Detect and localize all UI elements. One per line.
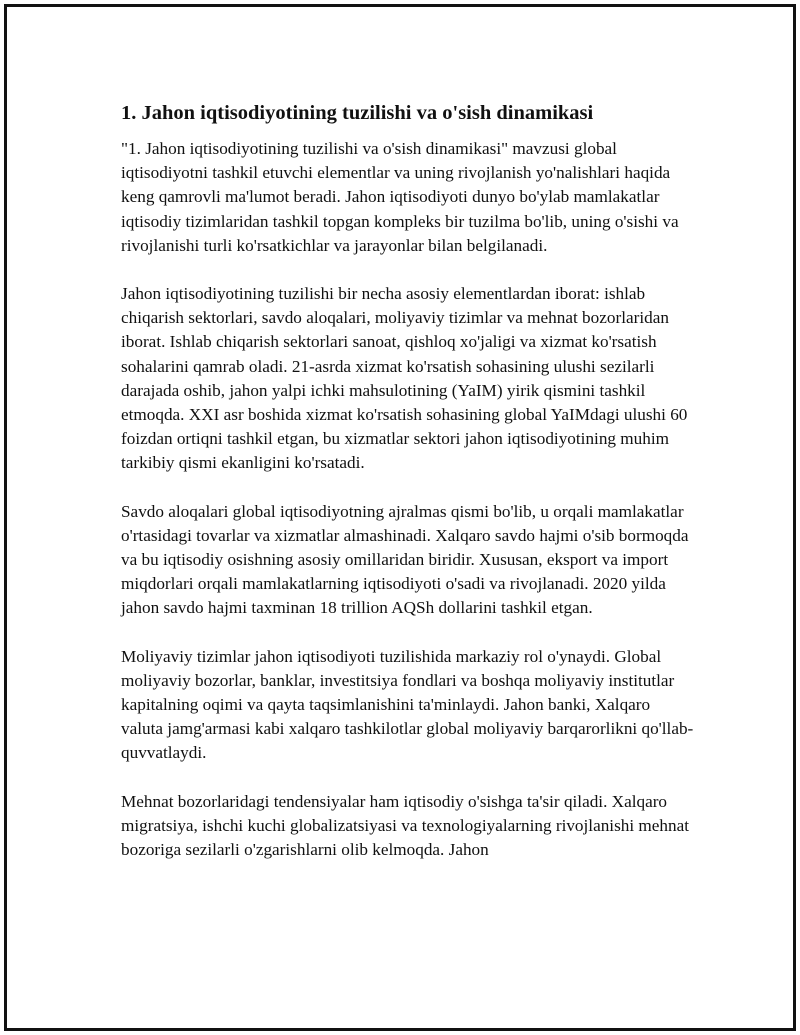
paragraph-labor: Mehnat bozorlaridagi tendensiyalar ham iqtisodiy o'sishga ta'sir qiladi. Xalqaro migratsiya, ishchi kuchi globalizatsiyasi va texnologiyalarning rivojlanishi mehnat bozoriga sezilarli o'zgarishlarni olib kelmoqda. Jahon (121, 791, 690, 860)
page-frame (4, 4, 796, 1031)
paragraph-finance: Moliyaviy tizimlar jahon iqtisodiyoti tuzilishida markaziy rol o'ynaydi. Global moliyaviy bozorlar, banklar, investitsiya fondlari va boshqa moliyaviy institutlar kapitalning oqimi va qayta taqsimlanishini ta'minlaydi. Jahon banki, Xalqaro valuta jamg'armasi kabi xalqaro tashkilotlar global moliyaviy barqarorlikni qo'llab-quvvatlaydi. (121, 646, 694, 763)
paragraph-structure: Jahon iqtisodiyotining tuzilishi bir necha asosiy elementlardan iborat: ishlab chiqarish sektorlari, savdo aloqalari, moliyaviy tizimlar va mehnat bozorlaridan iborat. Ishlab chiqarish sektorlari sanoat, qishloq xo'jaligi va xizmat ko'rsatish sohalarini qamrab oladi. 21-asrda xizmat ko'rsatish sohasining ulushi sezilarli darajada oshib, jahon yalpi ichki mahsulotining (YaIM) yirik qismini tashkil etmoqda. XXI asr boshida xizmat ko'rsatish sohasining global YaIMdagi ulushi 60 foizdan ortiqni tashkil etgan, bu xizmatlar sektori jahon iqtisodiyotining muhim tarkibiy qismi ekanligini ko'rsatadi. (121, 284, 688, 473)
paragraph-trade: Savdo aloqalari global iqtisodiyotning ajralmas qismi bo'lib, u orqali mamlakatlar o'rtasidagi tovarlar va xizmatlar almashinadi. Xalqaro savdo hajmi o'sib bormoqda va bu iqtisodiy osishning asosiy omillaridan biridir. Xususan, eksport va import miqdorlari orqali mamlakatlarning iqtisodiyoti o'sadi va rivojlanadi. 2020 yilda jahon savdo hajmi taxminan 18 trillion AQSh dollarini tashkil etgan. (121, 501, 689, 618)
document-body (121, 99, 695, 886)
paragraph-intro: "1. Jahon iqtisodiyotining tuzilishi va o'sish dinamikasi" mavzusi global iqtisodiyotni tashkil etuvchi elementlar va uning rivojlanish yo'nalishlari haqida keng qamrovli ma'lumot beradi. Jahon iqtisodiyoti dunyo bo'ylab mamlakatlar iqtisodiy tizimlaridan tashkil topgan kompleks bir tuzilma bo'lib, uning o'sishi va rivojlanishi turli ko'rsatkichlar va jarayonlar bilan belgilanadi. (121, 139, 679, 255)
section-heading: 1. Jahon iqtisodiyotining tuzilishi va o'sish dinamikasi (121, 102, 594, 124)
